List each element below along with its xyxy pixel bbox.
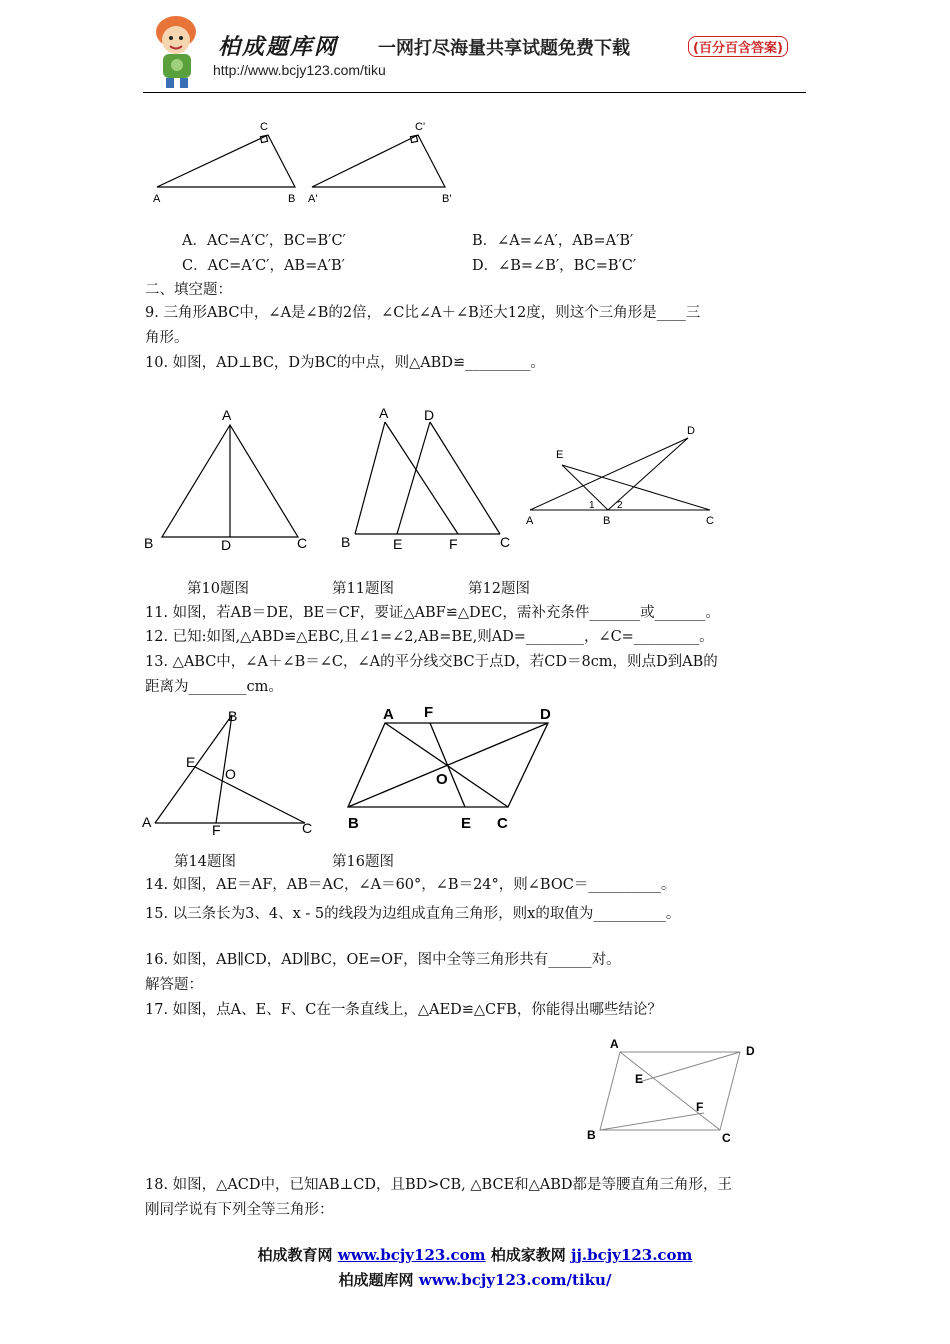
figure-12 [520,420,730,530]
question-9-line2: 角形。 [145,330,189,346]
footer-tiku-link[interactable]: www.bcjy123.com/tiku/ [418,1271,612,1289]
footer-edu-name: 柏成教育网 [257,1246,333,1264]
option-c: C．AC=A′C′，AB=A′B′ [182,258,345,274]
fig12-label-d: D [687,425,695,437]
section-answer-heading: 解答题： [145,977,203,993]
fig16-label-e: E [461,815,472,832]
section-fill-heading: 二、填空题： [145,282,232,298]
fig11-label-a: A [379,405,389,421]
fig16-label-d: D [540,706,551,723]
tri1-label-c: C [260,121,268,133]
question-14: 14. 如图，AE＝AF，AB＝AC，∠A＝60°，∠B＝24°，则∠BOC＝__________。 [145,877,676,893]
fig10-label-c: C [297,535,308,551]
caption-fig11: 第11题图 [332,581,394,597]
fig17-label-b: B [587,1128,596,1142]
footer-edu-link[interactable]: www.bcjy123.com [337,1246,486,1264]
site-url[interactable]: http://www.bcjy123.com/tiku [213,62,386,78]
fig10-label-b: B [144,535,154,551]
fig17-label-d: D [746,1044,755,1058]
figure-10 [140,400,325,560]
header-divider [143,92,806,93]
fig11-label-f: F [449,536,458,552]
fig17-label-e: E [635,1072,644,1086]
question-13-line1: 13. △ABC中，∠A＋∠B＝∠C，∠A的平分线交BC于点D，若CD＝8cm，则点D到AB的 [145,654,718,670]
fig16-label-a: A [383,706,394,723]
site-slogan: 一网打尽海量共享试题免费下载 [378,38,630,59]
question-16: 16. 如图，AB∥CD，AD∥BC，OE=OF，图中全等三角形共有______对。 [145,952,621,968]
header [0,0,950,95]
footer-tutor-name: 柏成家教网 [490,1246,566,1264]
question-18-line1: 18. 如图，△ACD中，已知AB⊥CD，且BD>CB, △BCE和△ABD都是等腰直角三角形，王 [145,1177,733,1193]
fig17-label-c: C [722,1131,731,1145]
fig12-angle-2: 2 [617,500,623,511]
question-18-line2: 刚同学说有下列全等三角形： [145,1202,334,1218]
footer-line2 [0,1269,950,1290]
fig16-label-f: F [424,704,434,721]
fig12-label-b: B [603,515,611,527]
fig11-label-c: C [500,534,511,550]
caption-fig10: 第10题图 [187,581,249,597]
tri2-label-b: B' [442,193,452,205]
footer-tiku-name: 柏成题库网 [338,1271,414,1289]
answer-badge: (百分百含答案) [688,36,788,57]
caption-fig16: 第16题图 [332,854,394,870]
fig10-label-a: A [222,407,232,423]
fig14-label-a: A [142,814,152,830]
footer-line1 [0,1244,950,1265]
question-17: 17. 如图，点A、E、F、C在一条直线上，△AED≌△CFB，你能得出哪些结论？ [145,1002,662,1018]
question-11: 11. 如图，若AB＝DE，BE＝CF，要证△ABF≌△DEC，需补充条件_______或_______。 [145,605,720,621]
tri2-label-a: A' [308,193,318,205]
question-15: 15. 以三条长为3、4、x - 5的线段为边组成直角三角形，则x的取值为__________。 [145,906,681,922]
option-a: A．AC=A′C′，BC=B′C′ [182,233,346,249]
caption-fig12: 第12题图 [468,581,530,597]
fig12-label-c: C [706,515,714,527]
tri1-label-b: B [288,193,296,205]
fig11-label-e: E [393,536,403,552]
question-9-line1: 9. 三角形ABC中，∠A是∠B的2倍，∠C比∠A＋∠B还大12度，则这个三角形是____三 [145,305,701,321]
fig16-label-o: O [436,771,448,788]
footer-tutor-link[interactable]: jj.bcjy123.com [571,1246,693,1264]
figure-11 [335,400,525,560]
site-name: 柏成题库网 [218,34,339,60]
fig14-label-b: B [228,708,238,724]
tri1-label-a: A [153,193,161,205]
tri2-label-c: C' [415,121,426,133]
mascot-logo-icon [146,10,208,90]
fig14-label-c: C [302,820,313,836]
question-13-line2: 距离为________cm。 [145,679,283,695]
fig12-label-e: E [556,449,564,461]
figure-17 [580,1035,770,1150]
figure-16 [340,700,560,835]
fig16-label-b: B [348,815,359,832]
question-10: 10. 如图，AD⊥BC，D为BC的中点，则△ABD≌_________。 [145,355,545,371]
figure-14 [140,705,330,845]
question-12: 12. 已知:如图,△ABD≌△EBC,且∠1=∠2,AB=BE,则AD=________，∠C=_________。 [145,629,714,645]
caption-fig14: 第14题图 [174,854,236,870]
fig12-label-a: A [526,515,534,527]
fig14-label-o: O [225,766,236,782]
top-triangles-figure [150,115,470,210]
fig12-angle-1: 1 [589,500,595,511]
option-d: D．∠B=∠B′，BC=B′C′ [472,258,637,274]
fig14-label-f: F [212,822,221,838]
option-b: B．∠A=∠A′，AB=A′B′ [472,233,634,249]
fig10-label-d: D [221,537,232,553]
fig11-label-b: B [341,534,351,550]
fig16-label-c: C [497,815,508,832]
fig17-label-a: A [610,1037,619,1051]
fig17-label-f: F [696,1100,704,1114]
fig11-label-d: D [424,407,435,423]
fig14-label-e: E [186,754,196,770]
